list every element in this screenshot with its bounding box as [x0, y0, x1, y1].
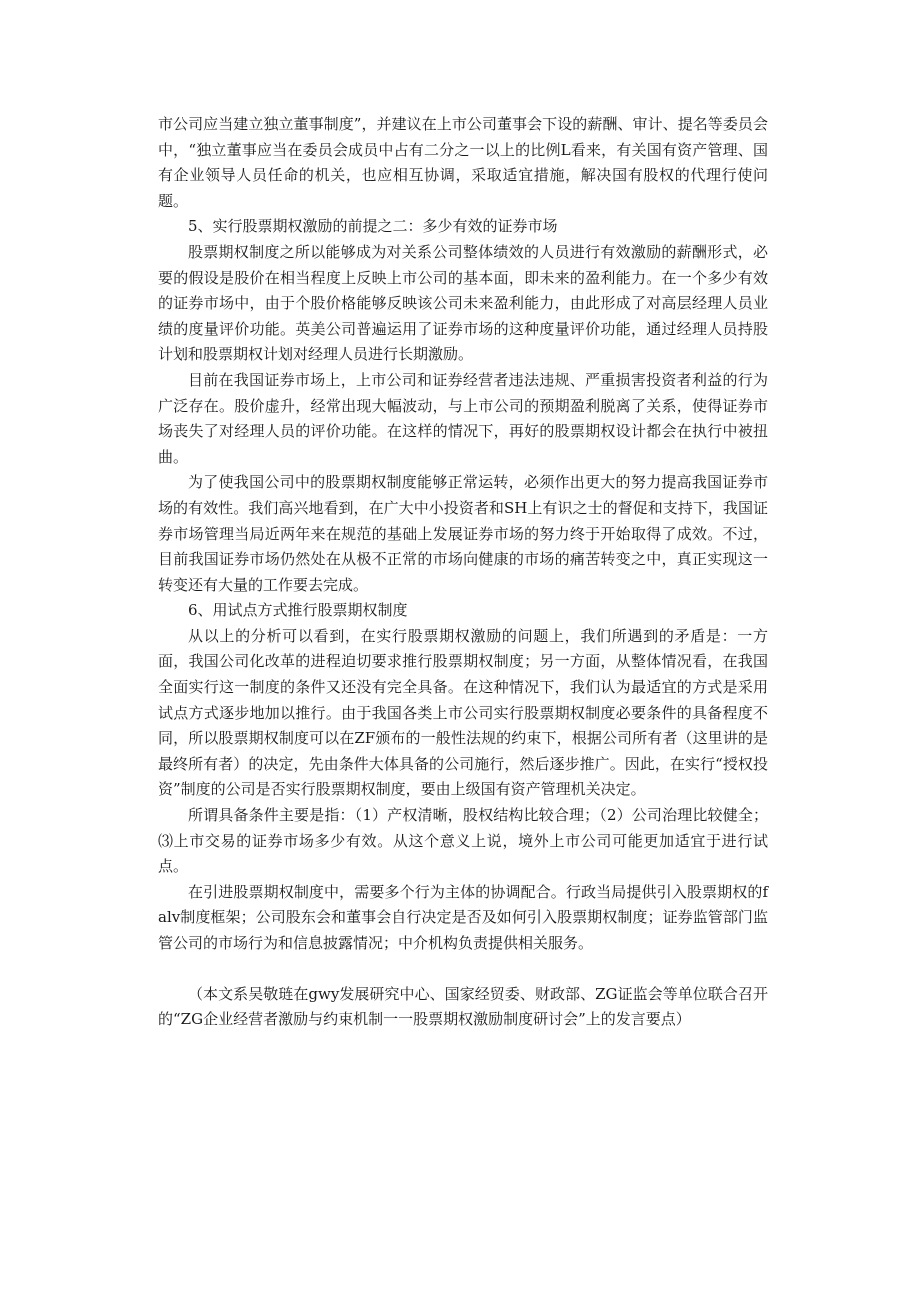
- paragraph-continuation: 市公司应当建立独立董事制度”，并建议在上市公司董事会下设的薪酬、审计、提名等委员会中，“独立董事应当在委员会成员中占有二分之一以上的比例L看来，有关国有资产管理、国有企业领导人员任命的机关，也应相互协调，采取适宜措施，解决国有股权的代理行使问题。: [158, 115, 768, 210]
- paragraph: 所谓具备条件主要是指：（1）产权清晰，股权结构比较合理；（2）公司治理比较健全；⑶上市交易的证券市场多少有效。从这个意义上说，境外上市公司可能更加适宜于进行试点。: [158, 806, 768, 876]
- paragraph: 目前在我国证券市场上，上市公司和证券经营者违法违规、严重损害投资者利益的行为广泛存在。股价虚升，经常出现大幅波动，与上市公司的预期盈利脱离了关系，使得证券市场丧失了对经理人员的评价功能。在这样的情况下，再好的股票期权设计都会在执行中被扭曲。: [158, 370, 768, 466]
- section-heading-5: 5、实行股票期权激励的前提之二：多少有效的证券市场: [188, 217, 558, 236]
- document-page: [158, 112, 768, 1033]
- paragraph: 从以上的分析可以看到，在实行股票期权激励的问题上，我们所遇到的矛盾是：一方面，我国公司化改革的进程迫切要求推行股票期权制度；另一方面，从整体情况看，在我国全面实行这一制度的条件又还没有完全具备。在这种情况下，我们认为最适宜的方式是采用试点方式逐步地加以推行。由于我国各类上市公司实行股票期权制度必要条件的具备程度不同，所以股票期权制度可以在ZF颁布的一般性法规的约束下，根据公司所有者（这里讲的是最终所有者）的决定，先由条件大体具备的公司施行，然后逐步推广。因此，在实行“授权投资”制度的公司是否实行股票期权制度，要由上级国有资产管理机关决定。: [158, 626, 768, 799]
- paragraph: 股票期权制度之所以能够成为对关系公司整体绩效的人员进行有效激励的薪酬形式，必要的假设是股价在相当程度上反映上市公司的基本面，即未来的盈利能力。在一个多少有效的证券市场中，由于个股价格能够反映该公司未来盈利能力，由此形成了对高层经理人员业绩的度量评价功能。英美公司普遍运用了证券市场的这种度量评价功能，通过经理人员持股计划和股票期权计划对经理人员进行长期激励。: [158, 242, 768, 364]
- paragraph: 在引进股票期权制度中，需要多个行为主体的协调配合。行政当局提供引入股票期权的falv制度框架；公司股东会和董事会自行决定是否及如何引入股票期权制度；证券监管部门监管公司的市场行为和信息披露情况；中介机构负责提供相关服务。: [158, 882, 768, 952]
- paragraph: 为了使我国公司中的股票期权制度能够正常运转，必须作出更大的努力提高我国证券市场的有效性。我们高兴地看到，在广大中小投资者和SH上有识之士的督促和支持下，我国证券市场管理当局近两年来在规范的基础上发展证券市场的努力终于开始取得了成效。不过，目前我国证券市场仍然处在从极不正常的市场向健康的市场的痛苦转变之中，真正实现这一转变还有大量的工作要去完成。: [158, 473, 768, 594]
- source-note: （本文系吴敬琏在gwy发展研究中心、国家经贸委、财政部、ZG证监会等单位联合召开的“ZG企业经营者激励与约束机制一一股票期权激励制度研讨会”上的发言要点）: [158, 984, 768, 1029]
- spacer: [158, 957, 768, 982]
- section-heading-6: 6、用试点方式推行股票期权制度: [188, 601, 408, 620]
